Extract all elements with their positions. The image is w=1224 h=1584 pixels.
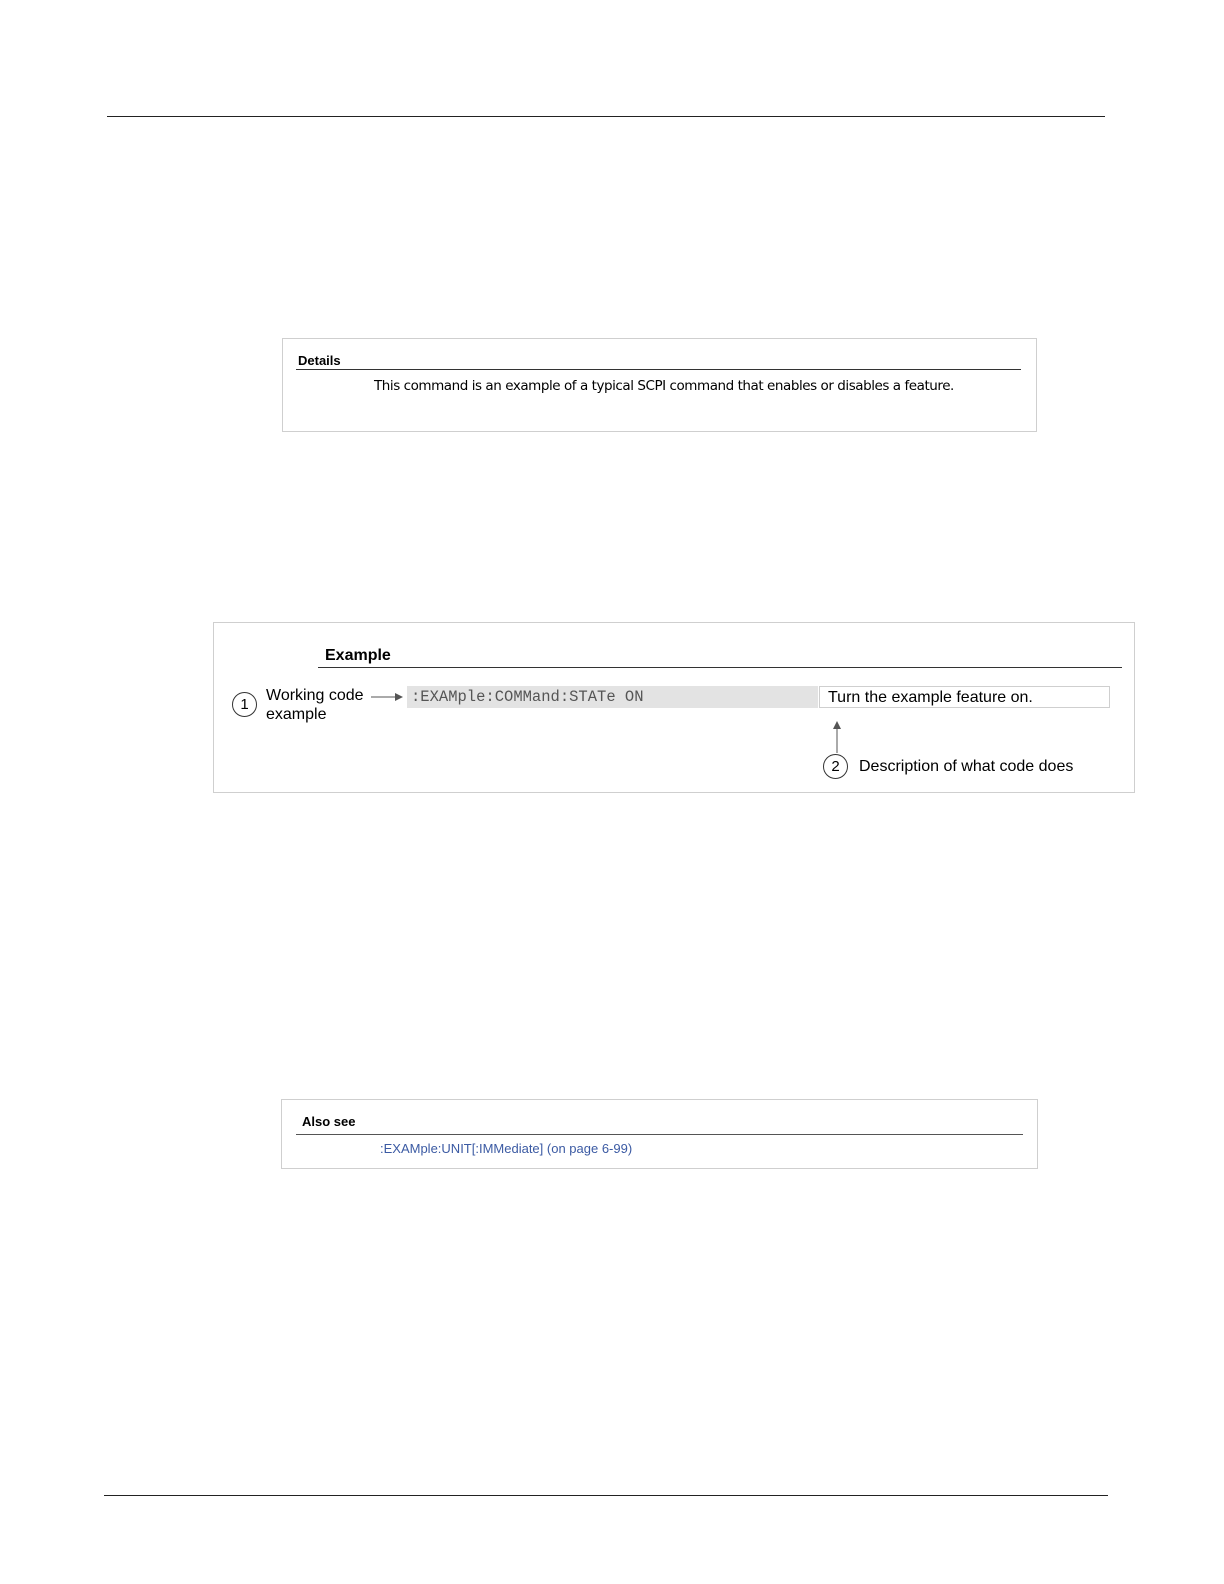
callout-1-circle: 1 xyxy=(232,692,257,717)
details-text: This command is an example of a typical SCPI command that enables or disables a feature. xyxy=(374,378,954,394)
code-example: :EXAMple:COMMand:STATe ON xyxy=(407,686,818,708)
example-heading: Example xyxy=(325,647,391,664)
callout-2-circle: 2 xyxy=(823,754,848,779)
header-rule xyxy=(107,116,1105,117)
also-see-divider xyxy=(296,1134,1023,1135)
callout-2-label: Description of what code does xyxy=(859,758,1074,775)
example-box xyxy=(213,622,1135,793)
details-box xyxy=(282,338,1037,432)
footer-rule xyxy=(104,1495,1108,1496)
also-see-box xyxy=(281,1099,1038,1169)
details-heading: Details xyxy=(298,353,341,368)
arrow-to-description-head xyxy=(833,721,841,729)
arrow-to-code-head xyxy=(395,693,403,701)
callout-1-label: Working code example xyxy=(266,687,364,723)
also-see-link[interactable]: :EXAMple:UNIT[:IMMediate] (on page 6-99) xyxy=(380,1141,633,1156)
also-see-heading: Also see xyxy=(302,1114,356,1129)
code-description: Turn the example feature on. xyxy=(819,686,1110,708)
details-divider xyxy=(296,369,1021,370)
